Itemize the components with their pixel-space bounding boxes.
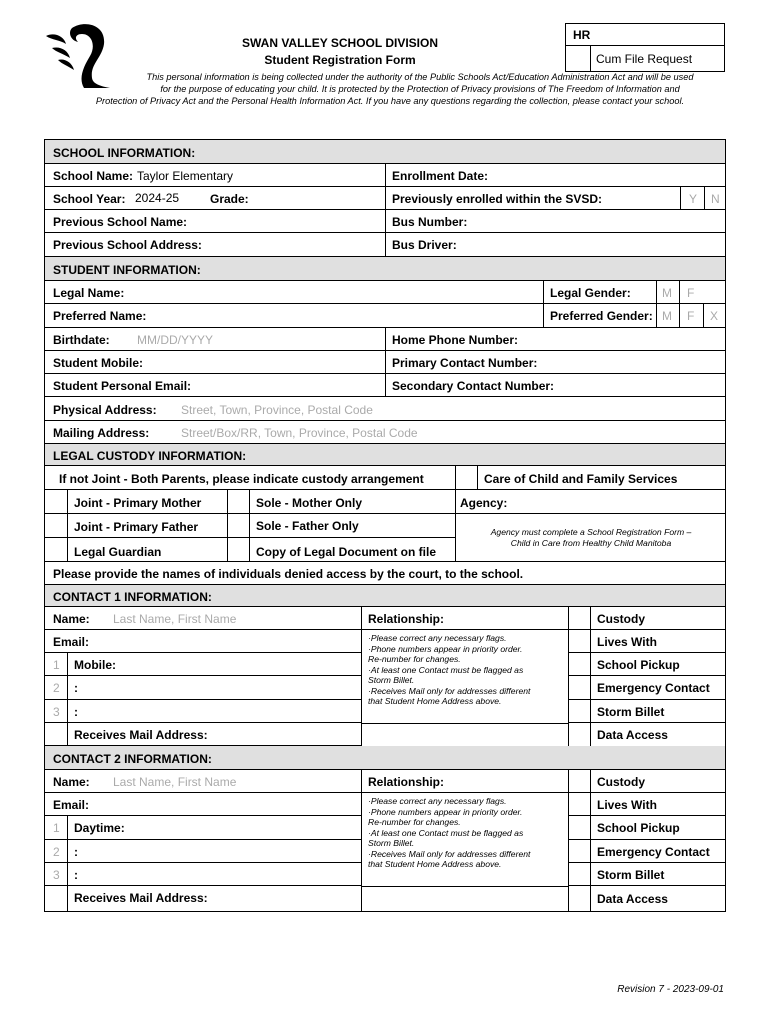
contact1-school-pickup: School Pickup — [597, 658, 680, 672]
contact1-email-label: Email: — [53, 635, 90, 649]
section-contact-1 — [45, 585, 725, 607]
contact2-priority-3[interactable]: 3 — [53, 868, 60, 882]
cum-file-checkbox[interactable] — [566, 46, 591, 71]
school-name-label: School Name: — [53, 169, 134, 183]
contact1-priority-1[interactable]: 1 — [53, 658, 60, 672]
guardian-checkbox[interactable] — [45, 538, 67, 561]
contact1-name-field[interactable]: Last Name, First Name — [113, 612, 237, 626]
section-custody — [45, 444, 725, 466]
preferred-gender-m[interactable]: M — [662, 309, 672, 323]
contact1-mail-checkbox[interactable] — [45, 723, 67, 745]
note-line: Re-number for changes. — [368, 817, 461, 827]
section-student — [45, 257, 725, 281]
section-school — [45, 140, 725, 164]
contact2-data-access: Data Access — [597, 892, 668, 906]
enrollment-date-label: Enrollment Date: — [392, 169, 489, 183]
contact2-school-pickup: School Pickup — [597, 821, 680, 835]
contact1-flag-checkboxes[interactable] — [568, 607, 590, 746]
preferred-gender-f[interactable]: F — [687, 309, 695, 323]
section-title: CONTACT 1 INFORMATION: — [53, 590, 212, 604]
joint-mother-checkbox[interactable] — [45, 490, 67, 513]
preferred-name-label: Preferred Name: — [53, 309, 147, 323]
contact2-flag-checkboxes[interactable] — [568, 770, 590, 911]
copy-doc-checkbox[interactable] — [227, 538, 249, 561]
note-line: that Student Home Address above. — [368, 859, 502, 869]
secondary-contact-label: Secondary Contact Number: — [392, 379, 555, 393]
contact2-lives-with: Lives With — [597, 798, 657, 812]
contact2-emergency: Emergency Contact — [597, 845, 710, 859]
note-line: ·Please correct any necessary flags. — [368, 633, 507, 643]
division-title: SWAN VALLEY SCHOOL DIVISION — [241, 36, 439, 50]
primary-contact-label: Primary Contact Number: — [392, 356, 538, 370]
note-line: Re-number for changes. — [368, 654, 461, 664]
contact1-emergency: Emergency Contact — [597, 681, 710, 695]
contact2-name-field[interactable]: Last Name, First Name — [113, 775, 237, 789]
physical-address-label: Physical Address: — [53, 403, 157, 417]
notice-line: for the purpose of educating your child. It is protected by the Protection of Privacy provisions of The Freedom of Information and — [160, 84, 680, 94]
contact2-priority-1[interactable]: 1 — [53, 821, 60, 835]
contact1-phone1-label: Mobile: — [74, 658, 116, 672]
sole-mother-checkbox[interactable] — [227, 490, 249, 513]
note-line: Storm Billet. — [368, 675, 415, 685]
note-line: ·Receives Mail only for addresses different — [368, 685, 531, 696]
mailing-address-label: Mailing Address: — [53, 426, 150, 440]
contact1-custody: Custody — [597, 612, 645, 626]
section-contact-2 — [45, 746, 725, 770]
joint-father-checkbox[interactable] — [45, 514, 67, 538]
legal-gender-label: Legal Gender: — [550, 286, 631, 300]
cfs-checkbox[interactable] — [455, 466, 477, 489]
form-title: Student Registration Form — [264, 53, 416, 67]
sole-father-label: Sole - Father Only — [256, 519, 359, 533]
privacy-notice — [40, 71, 740, 107]
notice-line: This personal information is being collected under the authority of the Public Schools Act/Education Administration Act and will be used — [146, 72, 694, 82]
contact1-storm-billet: Storm Billet — [597, 705, 665, 719]
school-name-field[interactable]: Taylor Elementary — [137, 169, 234, 183]
contact2-phone3-label: : — [74, 868, 78, 882]
contact1-data-access: Data Access — [597, 728, 668, 742]
note-line: ·Please correct any necessary flags. — [368, 796, 507, 806]
contact1-priority-3[interactable]: 3 — [53, 705, 60, 719]
sole-mother-label: Sole - Mother Only — [256, 496, 363, 510]
school-year-field[interactable]: 2024-25 — [135, 191, 180, 205]
contact2-mail-checkbox[interactable] — [45, 886, 67, 911]
copy-doc-label: Copy of Legal Document on file — [256, 545, 437, 559]
home-phone-label: Home Phone Number: — [392, 333, 519, 347]
preferred-gender-label: Preferred Gender: — [550, 309, 653, 323]
contact1-relationship-label: Relationship: — [368, 612, 445, 626]
hr-label: HR — [573, 28, 591, 42]
legal-name-label: Legal Name: — [53, 286, 125, 300]
custody-instruction: If not Joint - Both Parents, please indicate custody arrangement — [59, 472, 424, 486]
prev-school-label: Previous School Name: — [53, 215, 188, 229]
physical-address-field[interactable]: Street, Town, Province, Postal Code — [181, 403, 373, 417]
section-title: LEGAL CUSTODY INFORMATION: — [53, 449, 247, 463]
agency-note-line: Child in Care from Healthy Child Manitoba — [510, 538, 672, 548]
contact1-flags — [361, 607, 725, 746]
contact2-name-label: Name: — [53, 775, 90, 789]
contact2-mail-label: Receives Mail Address: — [74, 891, 208, 905]
contact1-priority-2[interactable]: 2 — [53, 681, 60, 695]
note-line: ·Receives Mail only for addresses different — [368, 848, 531, 859]
contact2-phone2-label: : — [74, 845, 78, 859]
agency-label: Agency: — [460, 496, 508, 510]
cfs-label: Care of Child and Family Services — [484, 472, 678, 486]
bus-driver-label: Bus Driver: — [392, 238, 457, 252]
joint-father-label: Joint - Primary Father — [74, 520, 199, 534]
contact2-phone1-label: Daytime: — [74, 821, 125, 835]
contact1-mail-label: Receives Mail Address: — [74, 728, 208, 742]
joint-mother-label: Joint - Primary Mother — [74, 496, 202, 510]
contact2-storm-billet: Storm Billet — [597, 868, 665, 882]
note-line: ·Phone numbers appear in priority order. — [368, 806, 523, 817]
legal-gender-f[interactable]: F — [687, 286, 695, 300]
note-line: that Student Home Address above. — [368, 696, 502, 706]
prev-address-label: Previous School Address: — [53, 238, 202, 252]
note-line: ·At least one Contact must be flagged as — [368, 827, 524, 838]
denied-access-label: Please provide the names of individuals denied access by the court, to the school. — [53, 567, 524, 581]
agency-note — [455, 514, 725, 562]
note-line: ·Phone numbers appear in priority order. — [368, 643, 523, 654]
preferred-gender-x[interactable]: X — [710, 309, 719, 323]
contact2-notes — [368, 796, 568, 870]
sole-father-checkbox[interactable] — [227, 514, 249, 538]
bus-number-label: Bus Number: — [392, 215, 468, 229]
guardian-label: Legal Guardian — [74, 545, 162, 559]
contact2-priority-2[interactable]: 2 — [53, 845, 60, 859]
contact1-lives-with: Lives With — [597, 635, 657, 649]
section-title: STUDENT INFORMATION: — [53, 263, 201, 277]
contact1-notes — [368, 633, 568, 707]
contact2-relationship-label: Relationship: — [368, 775, 445, 789]
note-line: Storm Billet. — [368, 838, 415, 848]
student-email-label: Student Personal Email: — [53, 379, 192, 393]
student-mobile-label: Student Mobile: — [53, 356, 143, 370]
contact1-phone2-label: : — [74, 681, 78, 695]
registration-form — [44, 139, 726, 912]
mailing-address-field[interactable]: Street/Box/RR, Town, Province, Postal Code — [181, 426, 418, 440]
prev-enrolled-yes[interactable]: Y — [689, 192, 698, 206]
section-title: CONTACT 2 INFORMATION: — [53, 752, 212, 766]
note-line: ·At least one Contact must be flagged as — [368, 664, 524, 675]
prev-enrolled-no[interactable]: N — [711, 192, 720, 206]
notice-line: Protection of Privacy Act and the Personal Health Information Act. If you have any questions regarding the collection, please contact your school. — [95, 96, 685, 106]
revision-footer: Revision 7 - 2023-09-01 — [617, 984, 724, 995]
contact1-name-label: Name: — [53, 612, 90, 626]
legal-gender-m[interactable]: M — [662, 286, 672, 300]
section-title: SCHOOL INFORMATION: — [53, 146, 196, 160]
hr-box — [565, 23, 725, 72]
contact2-email-label: Email: — [53, 798, 90, 812]
birthdate-field[interactable]: MM/DD/YYYY — [137, 333, 214, 347]
school-year-label: School Year: — [53, 192, 126, 206]
contact2-flags — [361, 770, 725, 911]
birthdate-label: Birthdate: — [53, 333, 110, 347]
contact1-phone3-label: : — [74, 705, 78, 719]
contact2-custody: Custody — [597, 775, 645, 789]
agency-note-line: Agency must complete a School Registration Form – — [490, 527, 692, 537]
grade-label: Grade: — [210, 192, 249, 206]
prev-enrolled-label: Previously enrolled within the SVSD: — [392, 192, 603, 206]
cum-file-label: Cum File Request — [596, 52, 693, 66]
